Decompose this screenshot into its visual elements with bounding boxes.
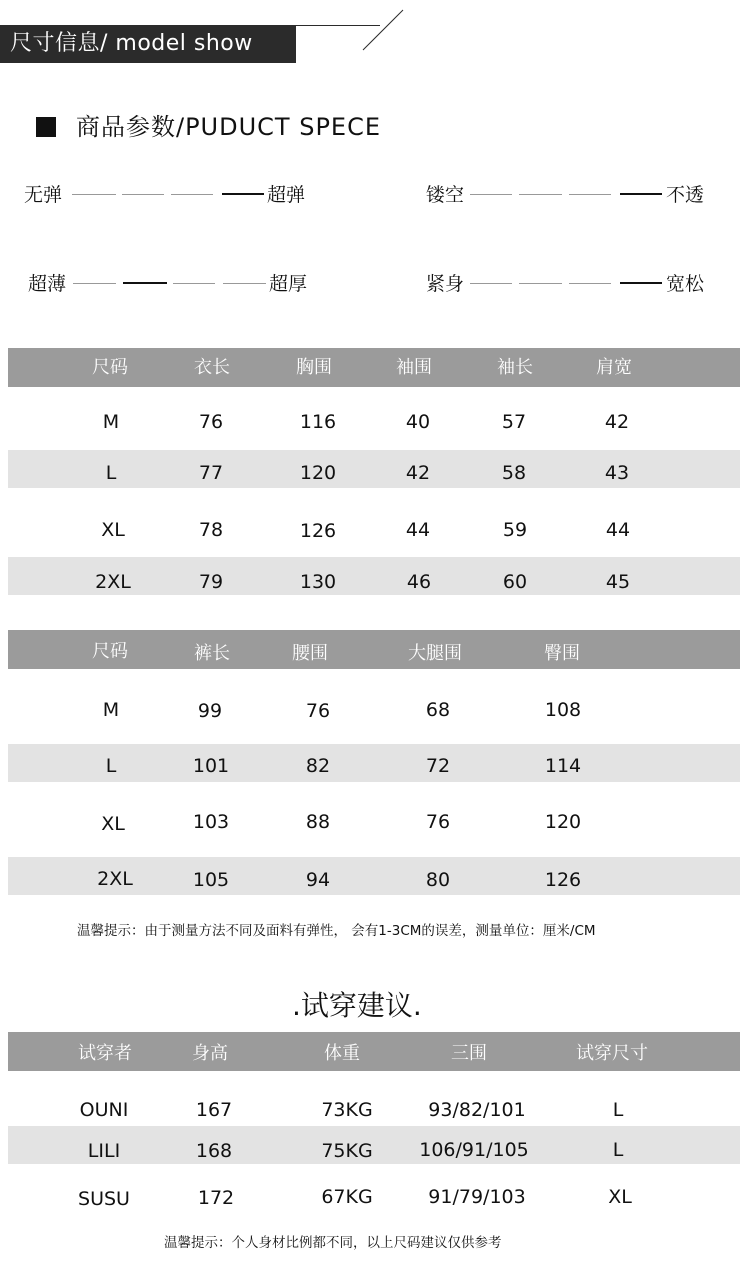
- tryon-cell: 93/82/101: [428, 1099, 526, 1121]
- scale-seg: [171, 194, 213, 195]
- top-cell: 59: [502, 519, 528, 541]
- top-cell: 42: [604, 411, 630, 433]
- tryon-cell: 106/91/105: [419, 1139, 529, 1161]
- pants-cell: 120: [544, 811, 582, 833]
- pants-cell: 94: [305, 869, 331, 891]
- scale-seg: [569, 283, 611, 284]
- scale-seg: [470, 194, 512, 195]
- scale-seg-selected: [620, 282, 662, 284]
- pants-th-waist: 腰围: [292, 643, 328, 664]
- pants-cell: 2XL: [97, 868, 133, 890]
- measurement-note: 温馨提示：由于测量方法不同及面料有弹性， 会有1-3CM的误差，测量单位：厘米/CM: [77, 923, 596, 939]
- top-cell: 58: [501, 462, 527, 484]
- size-advice-note: 温馨提示：个人身材比例都不同，以上尺码建议仅供参考: [164, 1235, 502, 1251]
- scale-seg-selected: [620, 193, 662, 195]
- top-th-size: 尺码: [92, 357, 128, 378]
- scale-seg: [519, 194, 562, 195]
- pants-cell: XL: [101, 813, 125, 835]
- scale-seg: [73, 283, 116, 284]
- top-cell: 2XL: [95, 571, 131, 593]
- tryon-th-weight: 体重: [324, 1043, 360, 1064]
- pants-th-size: 尺码: [92, 641, 128, 662]
- top-cell: 130: [299, 571, 337, 593]
- tryon-th-size: 试穿尺寸: [576, 1043, 648, 1064]
- top-cell: 43: [604, 462, 630, 484]
- pants-cell: 76: [305, 700, 331, 722]
- scale-sheer-right: 不透: [666, 184, 705, 206]
- top-th-shoulder: 肩宽: [596, 357, 632, 378]
- scale-fit-right: 宽松: [666, 273, 705, 295]
- top-cell: 42: [405, 462, 431, 484]
- top-cell: 78: [198, 519, 224, 541]
- tryon-cell: L: [612, 1099, 624, 1121]
- top-cell: 120: [299, 462, 337, 484]
- pants-cell: L: [105, 755, 117, 777]
- top-th-length: 衣长: [194, 357, 230, 378]
- pants-cell: 99: [197, 700, 223, 722]
- top-cell: 45: [605, 571, 631, 593]
- section-tab: 尺寸信息/ model show: [0, 25, 296, 63]
- top-th-chest: 胸围: [296, 357, 332, 378]
- top-cell: 44: [405, 519, 431, 541]
- tryon-cell: XL: [608, 1186, 632, 1208]
- pants-cell: 88: [305, 811, 331, 833]
- pants-cell: 114: [544, 755, 582, 777]
- scale-seg: [72, 194, 116, 195]
- scale-seg: [223, 283, 266, 284]
- tryon-cell: 167: [195, 1099, 233, 1121]
- pants-cell: 72: [425, 755, 451, 777]
- tryon-th-measurements: 三围: [451, 1043, 487, 1064]
- tryon-cell: LILI: [87, 1140, 121, 1162]
- pants-cell: 105: [192, 869, 230, 891]
- top-th-sleeve: 袖长: [497, 357, 533, 378]
- tryon-title: .试穿建议.: [292, 989, 422, 1022]
- top-cell: 44: [605, 519, 631, 541]
- bullet-square-icon: [36, 117, 56, 137]
- diagonal-slash-decor: [360, 8, 406, 52]
- pants-th-thigh: 大腿围: [408, 643, 462, 664]
- top-th-armhole: 袖围: [396, 357, 432, 378]
- top-cell: 60: [502, 571, 528, 593]
- tryon-cell: SUSU: [78, 1188, 130, 1210]
- tryon-th-person: 试穿者: [78, 1043, 132, 1064]
- top-cell: 79: [198, 571, 224, 593]
- tryon-cell: 67KG: [321, 1186, 373, 1208]
- scale-stretch-left: 无弹: [24, 184, 63, 206]
- pants-cell: 101: [192, 755, 230, 777]
- top-cell: XL: [101, 519, 125, 541]
- top-cell: 46: [406, 571, 432, 593]
- scale-seg-selected: [123, 282, 167, 284]
- scale-seg: [470, 283, 512, 284]
- top-cell: 126: [299, 520, 337, 542]
- scale-seg: [519, 283, 562, 284]
- top-cell: 76: [198, 411, 224, 433]
- tryon-cell: 91/79/103: [428, 1186, 526, 1208]
- pants-cell: 80: [425, 869, 451, 891]
- pants-th-hip: 臀围: [544, 643, 580, 664]
- scale-seg-selected: [222, 193, 264, 195]
- pants-cell: 82: [305, 755, 331, 777]
- pants-cell: 76: [425, 811, 451, 833]
- pants-cell: 68: [425, 699, 451, 721]
- scale-seg: [122, 194, 164, 195]
- tryon-th-height: 身高: [192, 1043, 228, 1064]
- tryon-cell: 168: [195, 1140, 233, 1162]
- top-cell: 57: [501, 411, 527, 433]
- scale-fit-left: 紧身: [426, 273, 465, 295]
- tryon-cell: L: [612, 1139, 624, 1161]
- tryon-cell: OUNI: [79, 1099, 129, 1121]
- top-cell: 40: [405, 411, 431, 433]
- top-cell: 116: [299, 411, 337, 433]
- tryon-cell: 75KG: [321, 1140, 373, 1162]
- pants-cell: M: [102, 699, 120, 721]
- pants-cell: 126: [544, 869, 582, 891]
- tryon-cell: 172: [197, 1187, 235, 1209]
- scale-seg: [173, 283, 215, 284]
- top-cell: 77: [198, 462, 224, 484]
- scale-seg: [569, 194, 611, 195]
- pants-cell: 103: [192, 811, 230, 833]
- scale-thickness-right: 超厚: [269, 273, 308, 295]
- scale-stretch-right: 超弹: [267, 184, 306, 206]
- top-cell: M: [102, 411, 120, 433]
- tryon-cell: 73KG: [321, 1099, 373, 1121]
- pants-cell: 108: [544, 699, 582, 721]
- pants-th-length: 裤长: [194, 643, 230, 664]
- scale-thickness-left: 超薄: [28, 273, 67, 295]
- params-title: 商品参数/PUDUCT SPECE: [76, 113, 382, 141]
- scale-sheer-left: 镂空: [426, 184, 465, 206]
- top-cell: L: [105, 462, 117, 484]
